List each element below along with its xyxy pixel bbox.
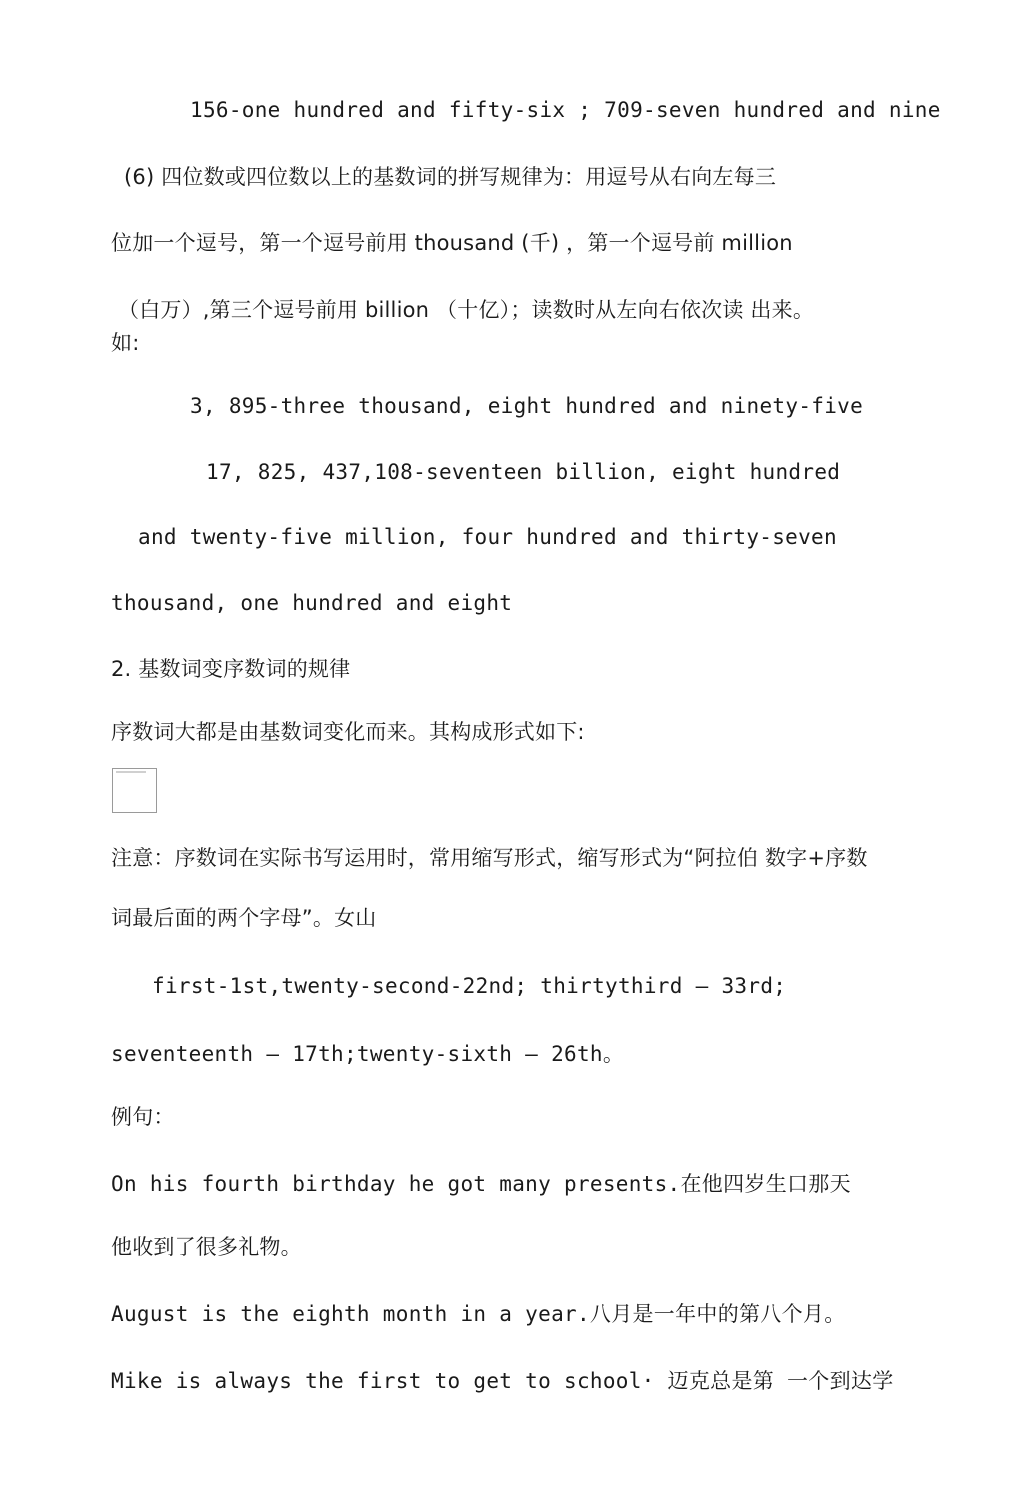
broken-image-icon [112, 768, 157, 813]
ordinal-example-line: seventeenth — 17th;twenty-sixth — 26th。 [111, 1042, 625, 1066]
number-example-line: 3, 895-three thousand, eight hundred and ninety-five [190, 394, 864, 418]
example-sentence: August is the eighth month in a year.八月是一年中的第八个月。 [111, 1302, 846, 1326]
section-heading: 2. 基数词变序数词的规律 [111, 657, 351, 681]
number-example-line: 156-one hundred and fifty-six ; 709-seven hundred and nine [190, 98, 941, 122]
example-sentence: Mike is always the first to get to school· 迈克总是第 一个到达学 [111, 1369, 894, 1393]
examples-heading: 例句： [111, 1105, 175, 1129]
section-intro: 序数词大都是由基数词变化而来。其构成形式如下: [111, 720, 585, 744]
example-sentence: On his fourth birthday he got many presents.在他四岁生口那天 [111, 1172, 851, 1196]
ordinal-example-line: first-1st,twenty-second-22nd; thirtythird — 33rd; [152, 974, 787, 998]
number-example-line: 17, 825, 437,108-seventeen billion, eight hundred [206, 460, 841, 484]
rule-paragraph-line-1: (6) 四位数或四位数以上的基数词的拼写规律为：用逗号从右向左每三 [124, 165, 777, 189]
note-line-1: 注意：序数词在实际书写运用时，常用缩写形式，缩写形式为“阿拉伯 数字+序数 [111, 846, 868, 870]
rule-paragraph-line-4: 如: [111, 331, 140, 355]
number-example-line: thousand, one hundred and eight [111, 591, 513, 615]
example-translation: 他收到了很多礼物。 [111, 1235, 302, 1259]
note-line-2: 词最后面的两个字母”。女山 [111, 906, 377, 930]
rule-paragraph-line-2: 位加一个逗号，第一个逗号前用 thousand (千) ，第一个逗号前 million [111, 231, 793, 255]
number-example-line: and twenty-five million, four hundred and thirty-seven [138, 525, 837, 549]
rule-paragraph-line-3: （白万）,第三个逗号前用 billion （十亿）；读数时从左向右依次读 出来。 [118, 298, 815, 322]
